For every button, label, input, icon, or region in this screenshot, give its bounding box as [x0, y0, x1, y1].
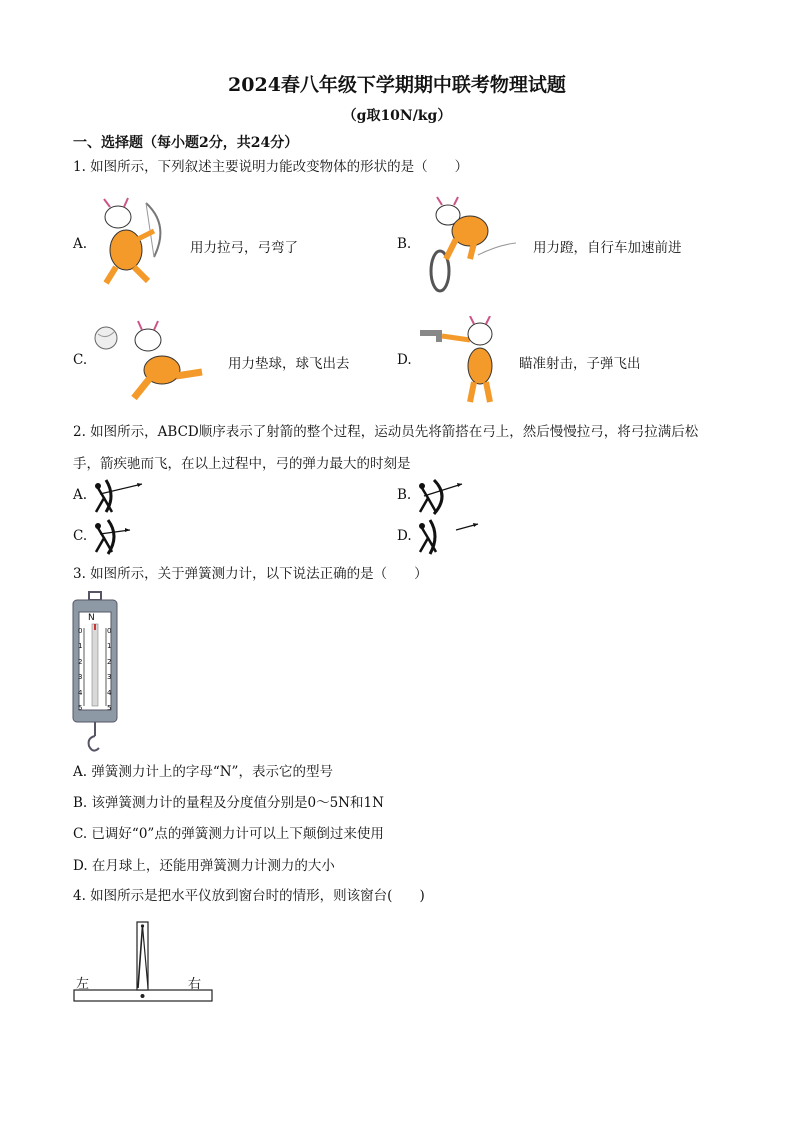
shooter-goat-illustration [418, 316, 513, 406]
level-instrument-diagram [72, 918, 214, 1004]
q1-option-d-letter: D. [397, 352, 412, 368]
scale-tick: 2 [78, 657, 83, 666]
spring-scale-diagram [72, 590, 118, 758]
left-label: 左 [76, 977, 90, 992]
scale-tick: 0 [78, 627, 83, 635]
scale-tick: 5 [78, 704, 83, 713]
q1-option-a-letter: A. [73, 236, 88, 252]
archer-figure-a [92, 478, 146, 514]
question-3-stem: 3. 如图所示，关于弹簧测力计，以下说法正确的是（ ） [73, 566, 428, 582]
q2-option-b-letter: B. [397, 487, 412, 503]
scale-tick: 3 [107, 673, 112, 682]
section-heading: 一、选择题（每小题2分，共24分） [73, 135, 299, 151]
page-subtitle: （g取10N/kg） [342, 108, 452, 124]
scale-right-ticks [107, 624, 111, 716]
q2-option-a-letter: A. [73, 487, 88, 503]
scale-tick: 1 [107, 642, 112, 651]
question-2-stem: 2. 如图所示，ABCD顺序表示了射箭的整个过程，运动员先将箭搭在弓上，然后慢慢拉弓，将弓拉满后松手，箭疾驰而飞，在以上过程中，弓的弹力最大的时刻是 [73, 424, 699, 472]
q3-option-d: D. 在月球上，还能用弹簧测力计测力的大小 [73, 858, 335, 874]
scale-tick: 4 [78, 688, 83, 697]
scale-left-ticks [78, 624, 82, 716]
question-4-stem: 4. 如图所示是把水平仪放到窗台时的情形，则该窗台( ) [73, 888, 425, 904]
archer-figure-b [416, 478, 466, 516]
q2-option-d-letter: D. [397, 528, 412, 544]
q3-option-b: B. 该弹簧测力计的量程及分度值分别是0～5N和1N [73, 795, 384, 811]
q3-option-c: C. 已调好“0”点的弹簧测力计可以上下颠倒过来使用 [73, 826, 384, 842]
volleyball-goat-illustration [92, 316, 212, 406]
q1-option-b-text: 用力蹬，自行车加速前进 [533, 240, 682, 256]
scale-tick: 4 [107, 688, 112, 697]
right-label: 右 [188, 977, 202, 992]
scale-tick: 0 [107, 627, 112, 635]
archer-figure-d [416, 516, 482, 556]
scale-unit-label: N [88, 613, 95, 623]
q1-option-c-text: 用力垫球，球飞出去 [228, 356, 350, 372]
scale-tick: 5 [107, 704, 112, 713]
page-title: 2024春八年级下学期期中联考物理试题 [228, 74, 566, 96]
q2-option-c-letter: C. [73, 528, 88, 544]
scale-tick: 3 [78, 673, 83, 682]
cyclist-goat-illustration [418, 195, 518, 295]
q1-option-b-letter: B. [397, 236, 412, 252]
q1-option-a-text: 用力拉弓，弓弯了 [190, 240, 298, 256]
archer-goat-illustration [88, 195, 188, 287]
question-1-stem: 1. 如图所示，下列叙述主要说明力能改变物体的形状的是（ ） [73, 159, 469, 175]
scale-tick: 2 [107, 657, 112, 666]
q3-option-a: A. 弹簧测力计上的字母“N”，表示它的型号 [73, 764, 333, 780]
archer-figure-c [92, 518, 134, 556]
q1-option-d-text: 瞄准射击，子弹飞出 [519, 356, 641, 372]
scale-tick: 1 [78, 642, 83, 651]
q1-option-c-letter: C. [73, 352, 88, 368]
